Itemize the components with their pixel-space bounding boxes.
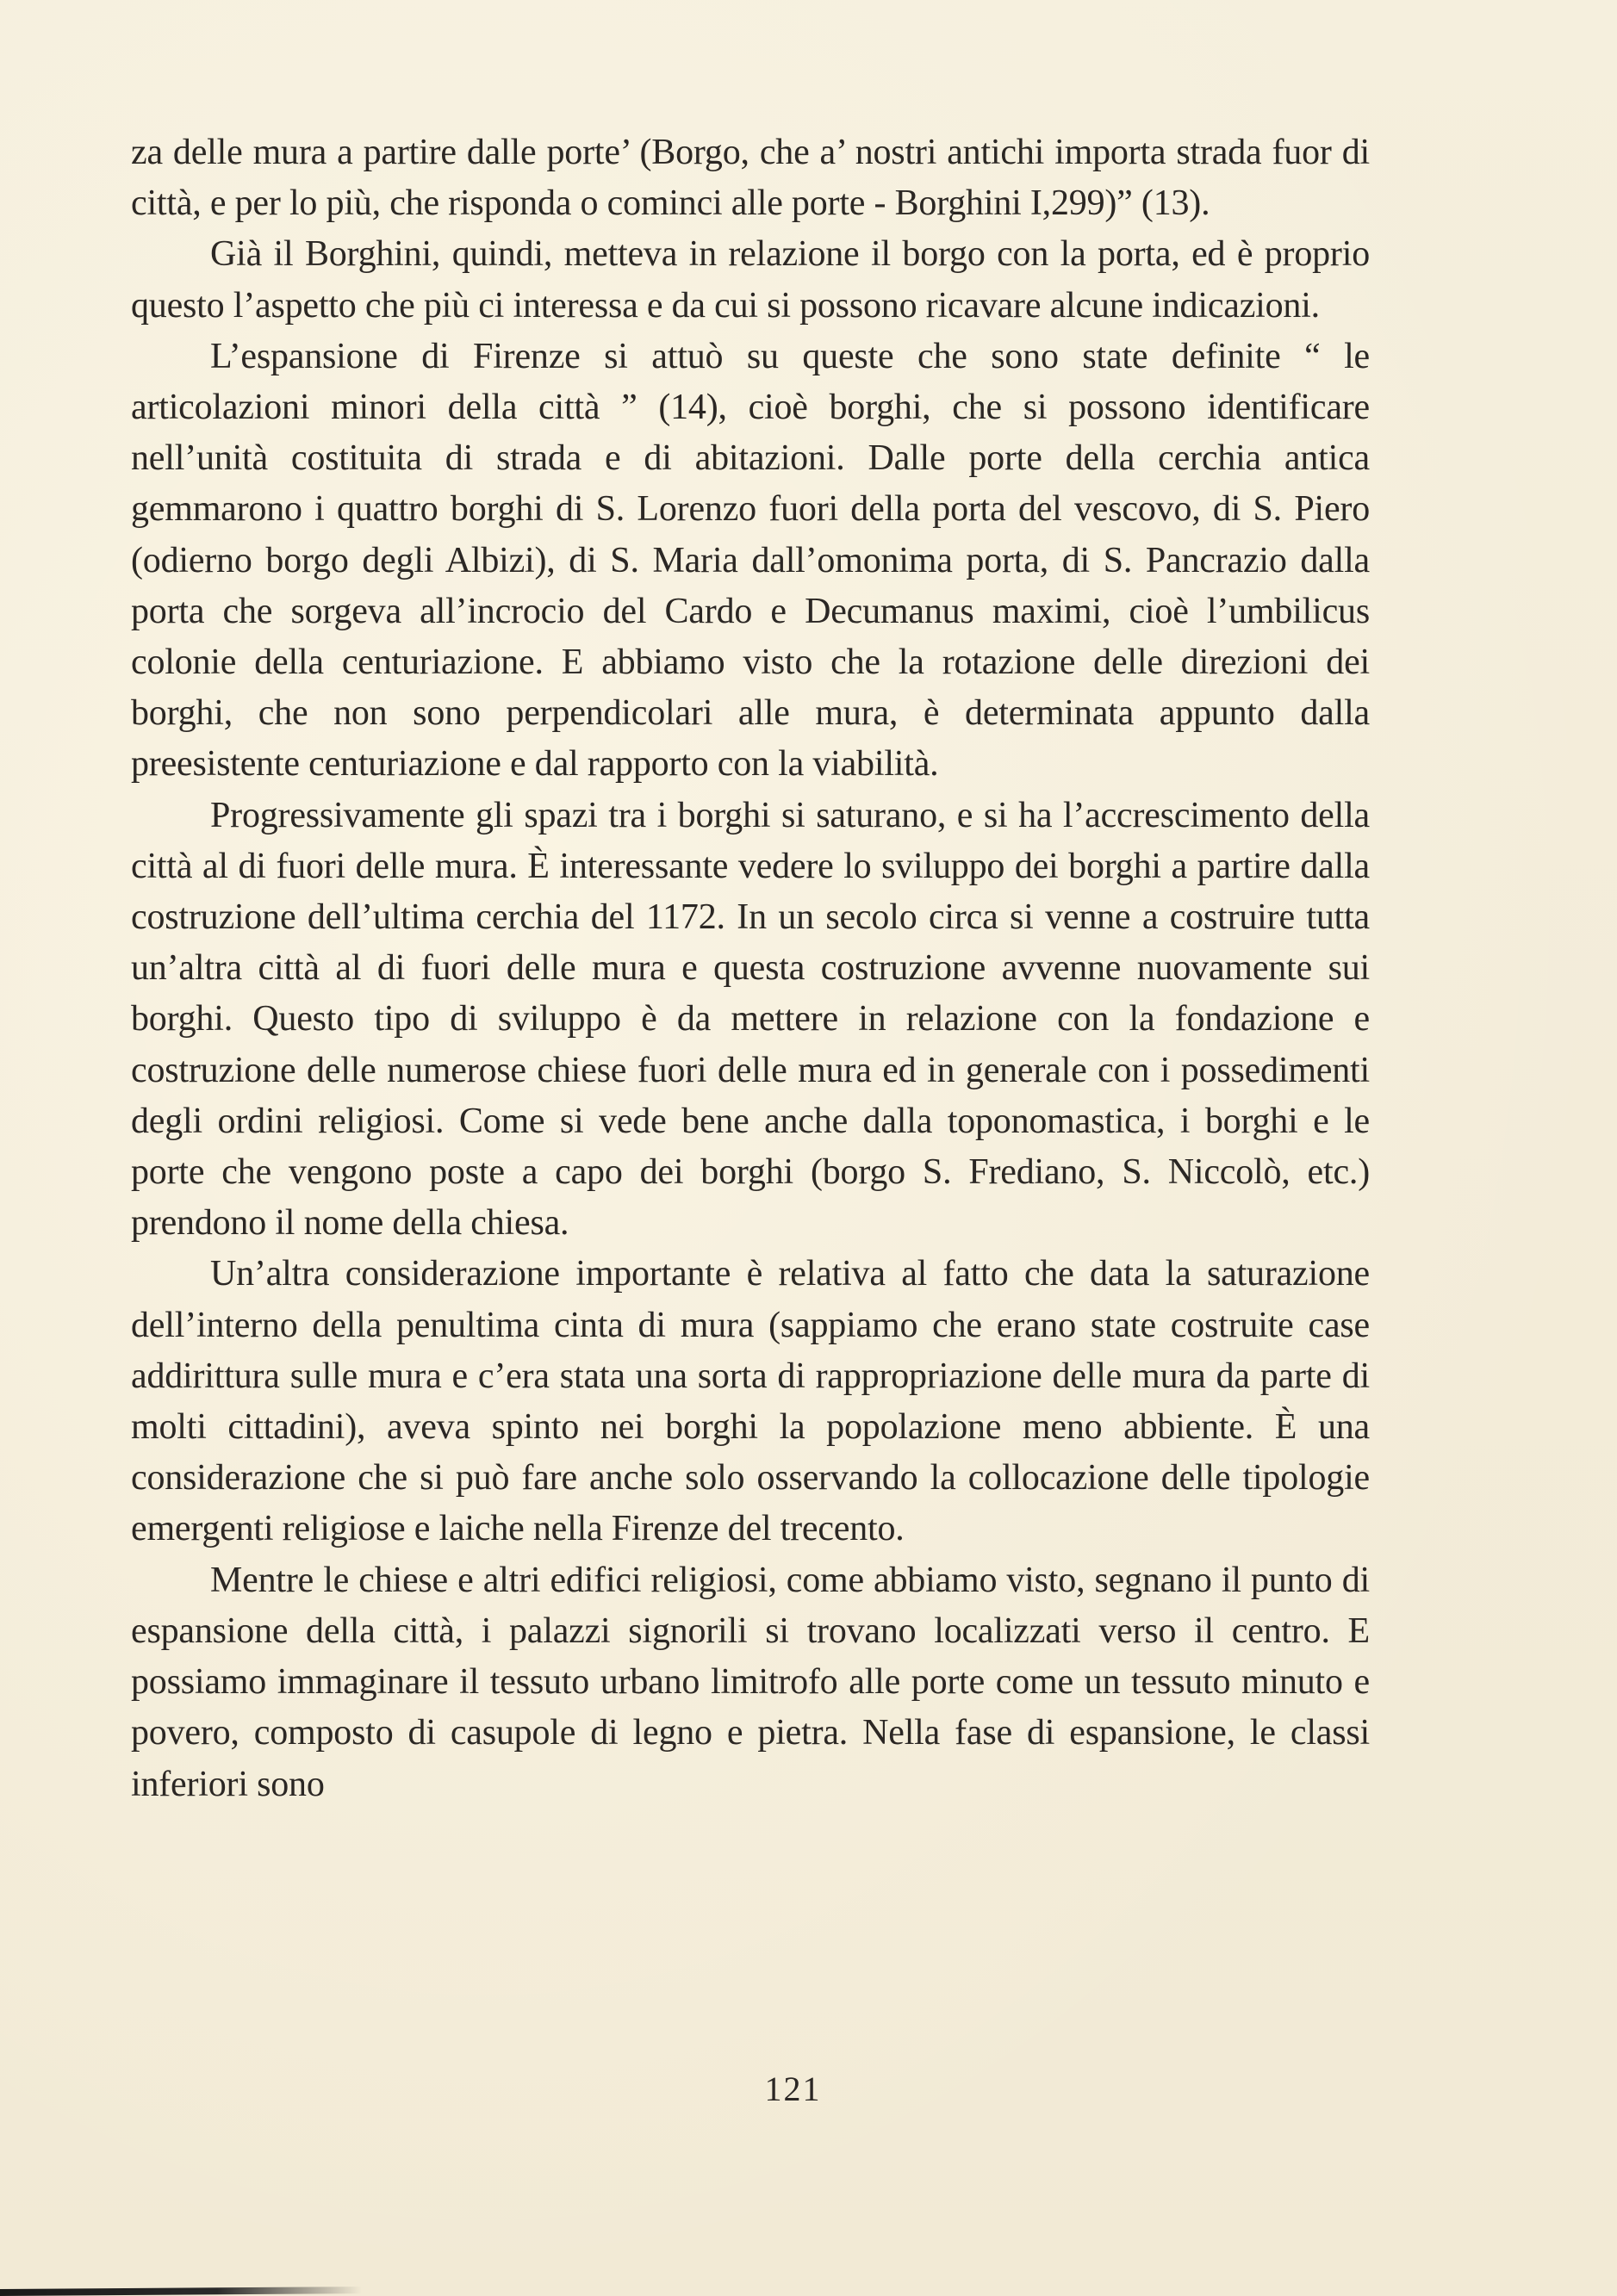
paragraph-continuation: za delle mura a partire dalle porte’ (Borgo, che a’ nostri antichi importa strada fuor di città, e per lo più, che risponda o cominci alle porte - Borghini I,299)” (13).	[131, 133, 1370, 224]
paragraph-considerazione: Un’altra considerazione importante è relativa al fatto che data la saturazione dell’interno della penultima cinta di mura (sappiamo che erano state costruite case addirittura sulle mura e c’era stata una sorta di rappropriazione delle mura da parte di molti cittadini), aveva spinto nei borghi la popolazione meno abbiente. È una considerazione che si può fare anche solo osservando la collocazione delle tipologie emergenti religiose e laiche nella Firenze del trecento.	[131, 1254, 1370, 1549]
scan-edge-shadow	[0, 2287, 362, 2296]
page-number: 121	[764, 2070, 822, 2108]
paragraph-progressivamente: Progressivamente gli spazi tra i borghi si saturano, e si ha l’accrescimento della città al di fuori delle mura. È interessante vedere lo sviluppo dei borghi a partire dalla costruzione dell’ultima cerchia del 1172. In un secolo circa si venne a costruire tutta un’altra città al di fuori delle mura e questa costruzione avvenne nuovamente sui borghi. Questo tipo di sviluppo è da mettere in relazione con la fondazione e costruzione delle numerose chiese fuori delle mura ed in generale con i possedimenti degli ordini religiosi. Come si vede bene anche dalla toponomastica, i borghi e le porte che vengono poste a capo dei borghi (borgo S. Frediano, S. Niccolò, etc.) prendono il nome della chiesa.	[131, 795, 1370, 1244]
body-text	[131, 127, 1370, 1810]
paragraph-mentre: Mentre le chiese e altri edifici religiosi, come abbiamo visto, segnano il punto di espansione della città, i palazzi signorili si trovano localizzati verso il centro. E possiamo immaginare il tessuto urbano limitrofo alle porte come un tessuto minuto e povero, composto di casupole di legno e pietra. Nella fase di espansione, le classi inferiori sono	[131, 1560, 1370, 1804]
paragraph-espansione: L’espansione di Firenze si attuò su queste che sono state definite “ le articolazioni minori della città ” (14), cioè borghi, che si possono identificare nell’unità costituita di strada e di abitazioni. Dalle porte della cerchia antica gemmarono i quattro borghi di S. Lorenzo fuori della porta del vescovo, di S. Piero (odierno borgo degli Albizi), di S. Maria dall’omonima porta, di S. Pancrazio dalla porta che sorgeva all’incrocio del Cardo e Decumanus maximi, cioè l’umbilicus colonie della centuriazione. E abbiamo visto che la rotazione delle direzioni dei borghi, che non sono perpendicolari alle mura, è determinata appunto dalla preesistente centuriazione e dal rapporto con la viabilità.	[131, 336, 1370, 785]
paragraph-borghini: Già il Borghini, quindi, metteva in relazione il borgo con la porta, ed è proprio questo l’aspetto che più ci interessa e da cui si possono ricavare alcune indicazioni.	[131, 234, 1370, 326]
